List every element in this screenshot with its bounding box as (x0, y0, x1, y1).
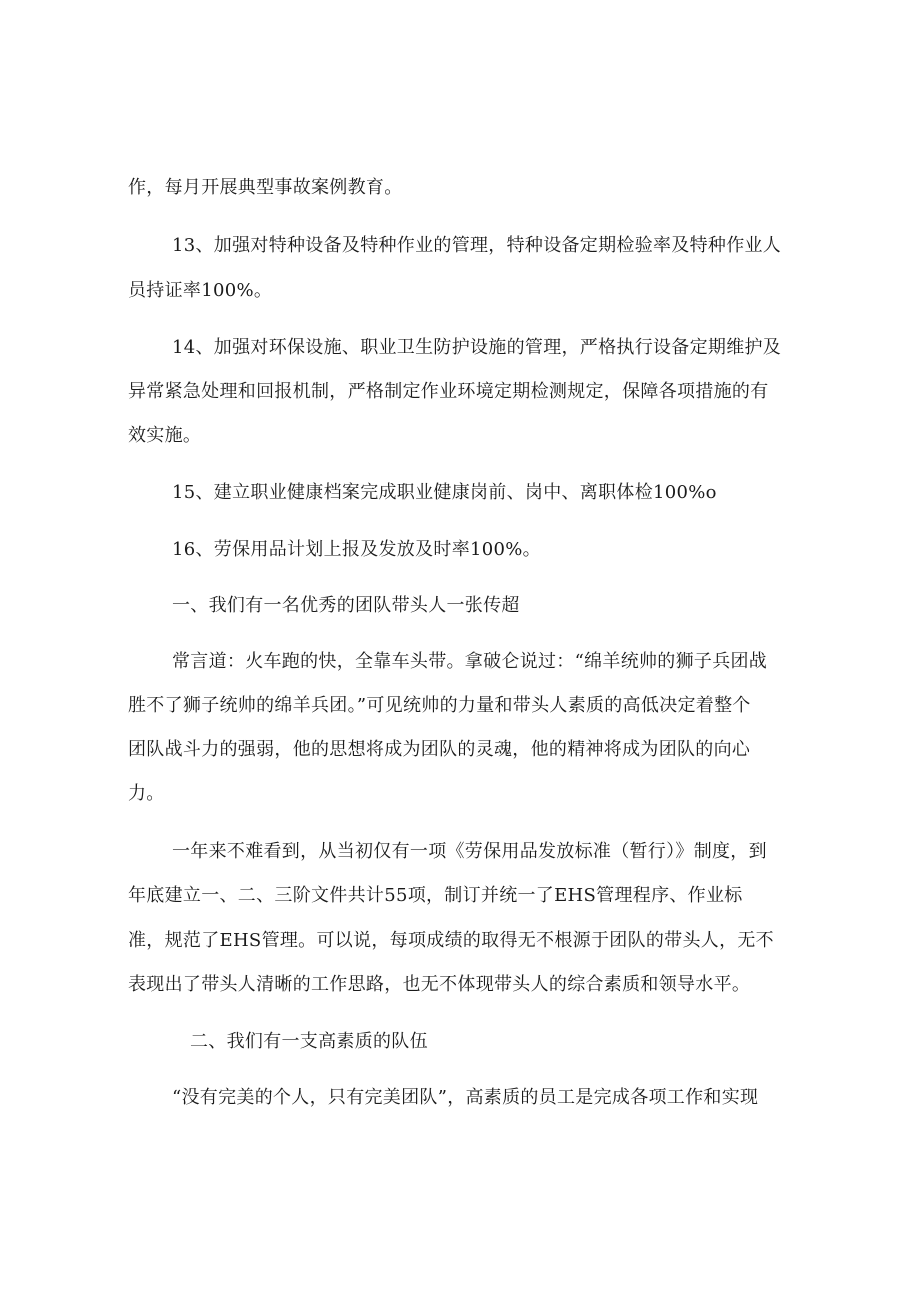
section-heading: 一、我们有一名优秀的团队带头人一张传超 (172, 595, 520, 616)
text-line: 胜不了狮子统帅的绵羊兵团。”可见统帅的力量和带头人素质的高低决定着整个 (128, 695, 751, 716)
section-heading: 二、我们有一支高素质的队伍 (190, 1031, 428, 1052)
text-line: 13、加强对特种设备及特种作业的管理，特种设备定期检验率及特种作业人 (172, 235, 782, 256)
text-line: 一年来不难看到，从当初仅有一项《劳保用品发放标准（暂行）》制度，到 (172, 841, 767, 862)
text-line: 准，规范了EHS管理。可以说，每项成绩的取得无不根源于团队的带头人，无不 (128, 930, 774, 951)
text-line: 作，每月开展典型事故案例教育。 (128, 177, 403, 198)
text-line: 常言道：火车跑的快，全靠车头带。拿破仑说过：“绵羊统帅的狮子兵团战 (172, 651, 768, 672)
text-line: 16、劳保用品计划上报及发放及时率100%。 (172, 539, 541, 560)
text-line: 15、建立职业健康档案完成职业健康岗前、岗中、离职体检100%o (172, 482, 717, 503)
text-line: 团队战斗力的强弱，他的思想将成为团队的灵魂，他的精神将成为团队的向心 (128, 739, 751, 760)
text-line: 力。 (128, 783, 165, 804)
text-line: 14、加强对环保设施、职业卫生防护设施的管理，严格执行设备定期维护及 (172, 337, 782, 358)
text-line: 表现出了带头人清晰的工作思路，也无不体现带头人的综合素质和领导水平。 (128, 974, 751, 995)
text-line: 效实施。 (128, 425, 202, 446)
text-line: “没有完美的个人，只有完美团队”，高素质的员工是完成各项工作和实现 (172, 1087, 759, 1108)
text-line: 员持证率100%。 (128, 280, 273, 301)
text-line: 异常紧急处理和回报机制，严格制定作业环境定期检测规定，保障各项措施的有 (128, 381, 769, 402)
text-line: 年底建立一、二、三阶文件共计55项，制订并统一了EHS管理程序、作业标 (128, 885, 743, 906)
